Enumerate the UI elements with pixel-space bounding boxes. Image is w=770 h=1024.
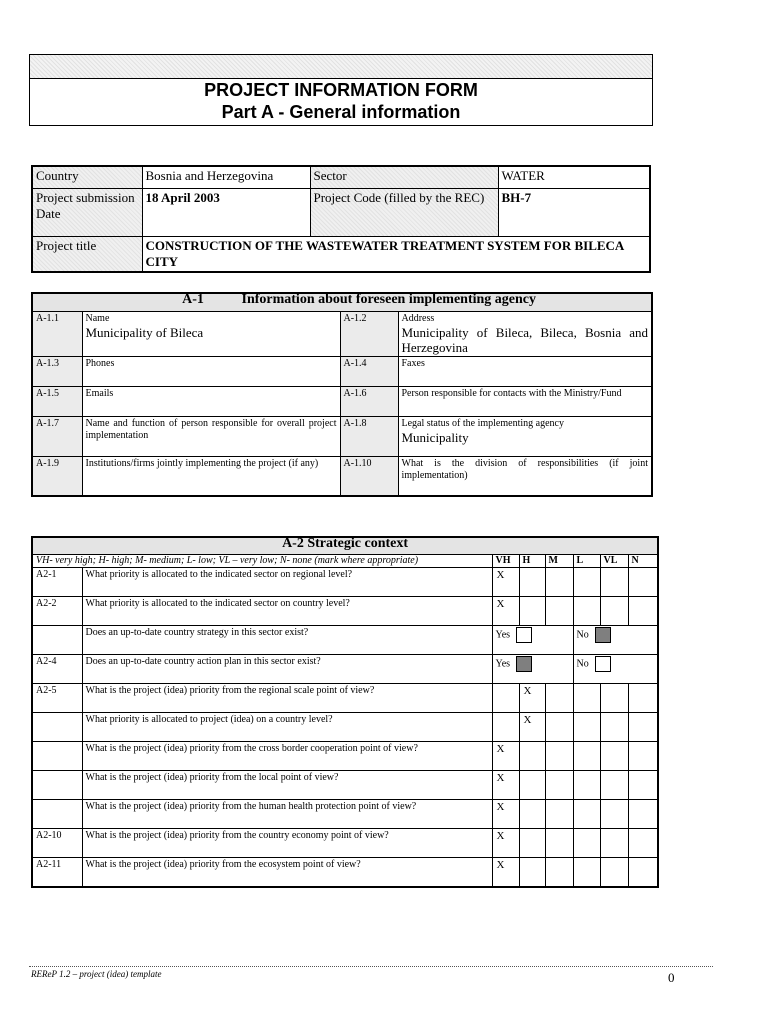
a2-row-id: A2-2: [32, 597, 82, 626]
rating-cell[interactable]: [545, 568, 573, 597]
submission-date-label: Project submission Date: [32, 188, 142, 236]
rating-cell[interactable]: [600, 597, 628, 626]
page-number: 0: [668, 970, 675, 985]
rating-cell[interactable]: [573, 800, 600, 829]
a2-row: [32, 800, 658, 829]
rating-cell[interactable]: X: [519, 713, 545, 742]
a2-column-header: VL: [600, 555, 628, 568]
a2-column-header: H: [519, 555, 545, 568]
a2-row-id: A2-5: [32, 684, 82, 713]
a2-question: What is the project (idea) priority from the human health protection point of view?: [82, 800, 492, 829]
no-checkbox[interactable]: [595, 627, 611, 643]
yes-label: Yes: [495, 629, 511, 641]
a2-row-id: [32, 626, 82, 655]
rating-cell[interactable]: [628, 771, 658, 800]
no-option[interactable]: [573, 655, 658, 684]
a1-field-cell: [398, 456, 652, 496]
a2-row: [32, 858, 658, 888]
title-box: [29, 78, 653, 126]
rating-cell[interactable]: [519, 800, 545, 829]
a1-field-cell: [398, 386, 652, 416]
project-title-value: CONSTRUCTION OF THE WASTEWATER TREATMENT SYSTEM FOR BILECA CITY: [142, 236, 650, 272]
a1-row: [32, 356, 652, 386]
a1-field-value: Municipality of Bileca, Bileca, Bosnia and Herzegovina: [401, 324, 648, 355]
a2-row-id: A2-11: [32, 858, 82, 888]
a1-field-label: Institutions/firms jointly implementing the project (if any): [85, 457, 319, 469]
no-label: No: [576, 629, 589, 641]
a1-field-id: A-1.4: [340, 356, 398, 386]
title-band: [29, 54, 653, 78]
a2-header: A-2 Strategic context: [32, 537, 658, 555]
sector-label: Sector: [310, 166, 498, 188]
a2-row-id: [32, 713, 82, 742]
rating-cell[interactable]: X: [492, 568, 519, 597]
a2-row: [32, 626, 658, 655]
a1-field-value: Municipality of Bileca: [85, 324, 204, 340]
a1-header-text: Information about foreseen implementing agency: [241, 292, 536, 307]
rating-cell[interactable]: [519, 742, 545, 771]
a1-field-id: A-1.5: [32, 386, 82, 416]
form-title: PROJECT INFORMATION FORM: [204, 80, 478, 100]
rating-cell[interactable]: [573, 597, 600, 626]
project-code-value: BH-7: [498, 188, 650, 236]
a1-row: [32, 386, 652, 416]
rating-cell[interactable]: [628, 742, 658, 771]
rating-cell[interactable]: [628, 597, 658, 626]
rating-cell[interactable]: [573, 742, 600, 771]
sector-value: WATER: [498, 166, 650, 188]
a1-field-label: Phones: [85, 357, 115, 369]
strategic-context-table: [31, 536, 659, 888]
a1-field-id: A-1.1: [32, 311, 82, 356]
no-checkbox[interactable]: [595, 656, 611, 672]
a1-header: [32, 293, 652, 311]
a2-row-id: [32, 771, 82, 800]
a2-question: What is the project (idea) priority from the country economy point of view?: [82, 829, 492, 858]
rating-cell[interactable]: [519, 829, 545, 858]
footer-template-name: REReP 1.2 – project (idea) template: [31, 969, 162, 979]
a1-field-label: Address: [401, 312, 435, 324]
a1-field-cell: [82, 416, 340, 456]
implementing-agency-table: [31, 292, 653, 497]
a2-legend: VH- very high; H- high; M- medium; L- low; VL – very low; N- none (mark where appropriate): [32, 555, 492, 568]
a2-column-header: VH: [492, 555, 519, 568]
rating-cell[interactable]: [600, 684, 628, 713]
country-label: Country: [32, 166, 142, 188]
rating-cell[interactable]: X: [492, 742, 519, 771]
a2-question: What priority is allocated to the indicated sector on country level?: [82, 597, 492, 626]
a2-row: [32, 597, 658, 626]
a1-field-label: Name: [85, 312, 110, 324]
rating-cell[interactable]: [573, 829, 600, 858]
a2-question: Does an up-to-date country action plan in this sector exist?: [82, 655, 492, 684]
a2-row: [32, 568, 658, 597]
a1-field-cell: [82, 386, 340, 416]
a1-field-label: What is the division of responsibilities (if joint implementation): [401, 457, 648, 481]
rating-cell[interactable]: [628, 800, 658, 829]
rating-cell[interactable]: X: [492, 829, 519, 858]
a2-row-id: [32, 800, 82, 829]
a1-field-cell: [398, 356, 652, 386]
a2-row: [32, 771, 658, 800]
rating-cell[interactable]: X: [492, 771, 519, 800]
rating-cell[interactable]: [628, 684, 658, 713]
a2-row-id: [32, 742, 82, 771]
rating-cell[interactable]: [545, 829, 573, 858]
a2-question: What is the project (idea) priority from the regional scale point of view?: [82, 684, 492, 713]
a1-field-cell: [82, 311, 340, 356]
rating-cell[interactable]: [573, 858, 600, 888]
footer-divider: [29, 966, 713, 967]
a1-field-id: A-1.3: [32, 356, 82, 386]
a2-row: [32, 742, 658, 771]
yes-checkbox[interactable]: [516, 656, 532, 672]
a1-field-cell: [398, 311, 652, 356]
a2-row-id: A2-1: [32, 568, 82, 597]
a1-field-id: A-1.9: [32, 456, 82, 496]
rating-cell[interactable]: [519, 568, 545, 597]
a1-field-id: A-1.6: [340, 386, 398, 416]
rating-cell[interactable]: [628, 713, 658, 742]
rating-cell[interactable]: [545, 742, 573, 771]
a2-question: What is the project (idea) priority from the local point of view?: [82, 771, 492, 800]
rating-cell[interactable]: [600, 829, 628, 858]
a2-row-id: A2-10: [32, 829, 82, 858]
rating-cell[interactable]: X: [519, 684, 545, 713]
a1-field-label: Name and function of person responsible for overall project implementation: [85, 417, 337, 441]
rating-cell[interactable]: X: [492, 800, 519, 829]
rating-cell[interactable]: [545, 858, 573, 888]
a2-row: [32, 684, 658, 713]
a2-row: [32, 829, 658, 858]
a2-row: [32, 655, 658, 684]
rating-cell[interactable]: [628, 568, 658, 597]
a2-question: Does an up-to-date country strategy in this sector exist?: [82, 626, 492, 655]
rating-cell[interactable]: [492, 713, 519, 742]
rating-cell[interactable]: [628, 858, 658, 888]
project-code-label: Project Code (filled by the REC): [310, 188, 498, 236]
a2-question: What priority is allocated to project (idea) on a country level?: [82, 713, 492, 742]
a1-field-id: A-1.2: [340, 311, 398, 356]
a1-field-id: A-1.8: [340, 416, 398, 456]
a1-row: [32, 416, 652, 456]
project-title-label: Project title: [32, 236, 142, 272]
a1-header-code: A-1: [182, 292, 204, 307]
yes-label: Yes: [495, 658, 511, 670]
yes-option[interactable]: [492, 626, 573, 655]
rating-cell[interactable]: [600, 713, 628, 742]
rating-cell[interactable]: X: [492, 597, 519, 626]
a1-field-value: Municipality: [401, 429, 469, 445]
a1-field-id: A-1.10: [340, 456, 398, 496]
rating-cell[interactable]: [600, 800, 628, 829]
a1-field-label: Emails: [85, 387, 114, 399]
a2-question: What is the project (idea) priority from the ecosystem point of view?: [82, 858, 492, 888]
rating-cell[interactable]: [573, 568, 600, 597]
rating-cell[interactable]: [545, 684, 573, 713]
a1-row: [32, 456, 652, 496]
rating-cell[interactable]: [519, 771, 545, 800]
rating-cell[interactable]: [519, 858, 545, 888]
rating-cell[interactable]: [519, 597, 545, 626]
rating-cell[interactable]: [573, 771, 600, 800]
no-option[interactable]: [573, 626, 658, 655]
rating-cell[interactable]: [545, 771, 573, 800]
project-info-table: [31, 165, 651, 273]
a1-field-cell: [82, 356, 340, 386]
yes-option[interactable]: [492, 655, 573, 684]
a2-question: What priority is allocated to the indicated sector on regional level?: [82, 568, 492, 597]
rating-cell[interactable]: [545, 713, 573, 742]
no-label: No: [576, 658, 589, 670]
rating-cell[interactable]: [545, 597, 573, 626]
form-subtitle: Part A - General information: [221, 102, 461, 122]
a1-row: [32, 311, 652, 356]
a2-row: [32, 713, 658, 742]
a1-field-cell: [398, 416, 652, 456]
rating-cell[interactable]: [600, 858, 628, 888]
rating-cell[interactable]: X: [492, 858, 519, 888]
a2-question: What is the project (idea) priority from the cross border cooperation point of view?: [82, 742, 492, 771]
country-value: Bosnia and Herzegovina: [142, 166, 310, 188]
rating-cell[interactable]: [492, 684, 519, 713]
yes-checkbox[interactable]: [516, 627, 532, 643]
rating-cell[interactable]: [600, 771, 628, 800]
a2-column-header: L: [573, 555, 600, 568]
rating-cell[interactable]: [573, 713, 600, 742]
a2-column-header: M: [545, 555, 573, 568]
a1-field-id: A-1.7: [32, 416, 82, 456]
submission-date-value: 18 April 2003: [142, 188, 310, 236]
rating-cell[interactable]: [600, 742, 628, 771]
rating-cell[interactable]: [573, 684, 600, 713]
rating-cell[interactable]: [600, 568, 628, 597]
a1-field-label: Legal status of the implementing agency: [401, 417, 564, 429]
a2-column-header: N: [628, 555, 658, 568]
a1-field-label: Person responsible for contacts with the Ministry/Fund: [401, 387, 622, 399]
a2-row-id: A2-4: [32, 655, 82, 684]
rating-cell[interactable]: [545, 800, 573, 829]
a1-field-cell: [82, 456, 340, 496]
a1-field-label: Faxes: [401, 357, 425, 369]
rating-cell[interactable]: [628, 829, 658, 858]
